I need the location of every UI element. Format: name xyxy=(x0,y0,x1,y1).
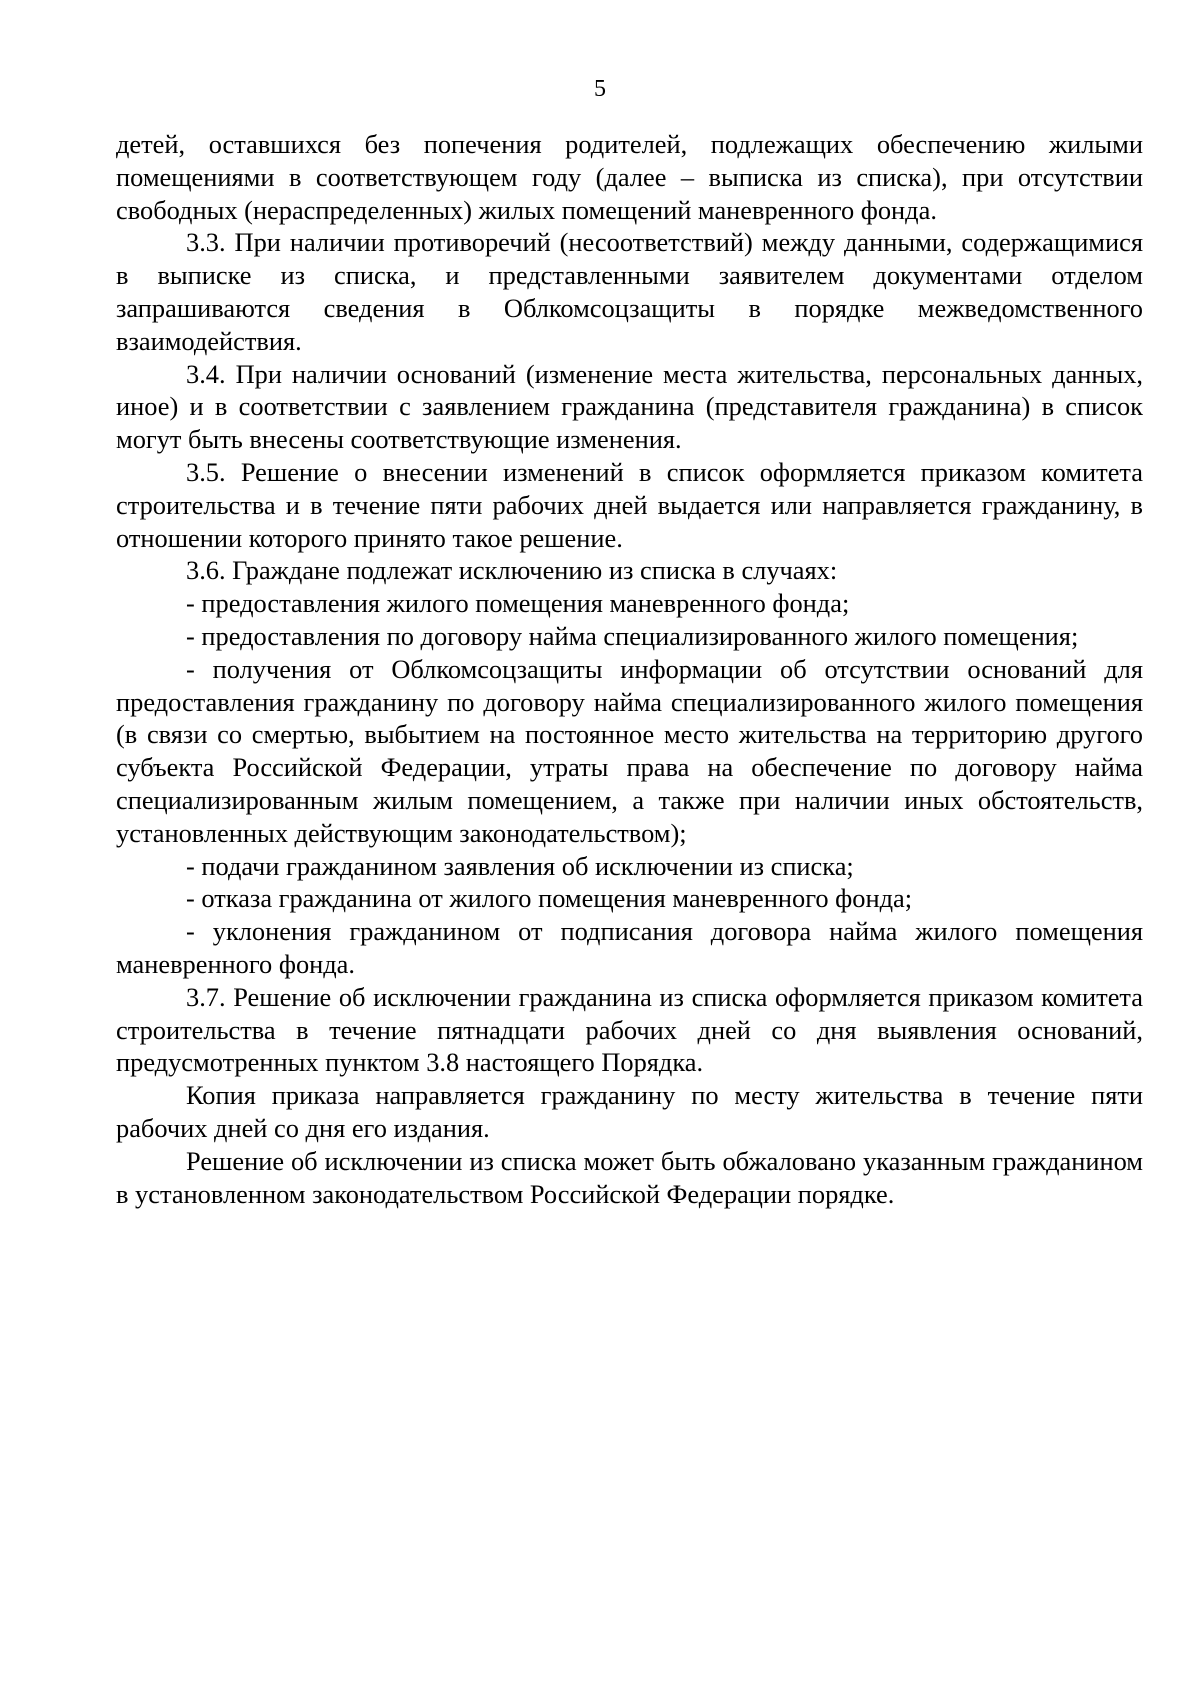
list-item: - предоставления по договору найма специализированного жилого помещения; xyxy=(186,620,1079,651)
list-item: - отказа гражданина от жилого помещения маневренного фонда; xyxy=(186,883,913,914)
list-item: - подачи гражданином заявления об исключении из списка; xyxy=(186,850,854,881)
paragraph-order-copy: Копия приказа направляется гражданину по месту жительства в течение пяти рабочих дней со дня его издания. xyxy=(116,1080,1143,1143)
paragraph-appeal: Решение об исключении из списка может быть обжаловано указанным гражданином в установленном законодательством Российской Федерации порядке. xyxy=(116,1145,1143,1209)
paragraph-3-6: 3.6. Граждане подлежат исключению из списка в случаях: xyxy=(186,555,838,586)
paragraph-continuation: детей, оставшихся без попечения родителей, подлежащих обеспечению жилыми помещениями в соответствующем году (далее – выписка из списка), при отсутствии свободных (нераспределенных) жилых помещений маневренного фонда. xyxy=(116,129,1143,225)
paragraph-3-3: 3.3. При наличии противоречий (несоответствий) между данными, содержащимися в выписке из списка, и представленными заявителем документами отделом запрашиваются сведения в Облкомсоцзащиты в порядке межведомственного взаимодействия. xyxy=(116,227,1143,356)
paragraph-3-7: 3.7. Решение об исключении гражданина из списка оформляется приказом комитета строительства в течение пятнадцати рабочих дней со дня выявления оснований, предусмотренных пунктом 3.8 настоящего Порядка. xyxy=(116,981,1143,1078)
paragraph-3-5: 3.5. Решение о внесении изменений в список оформляется приказом комитета строительства и в течение пяти рабочих дней выдается или направляется гражданину, в отношении которого принято такое решение. xyxy=(116,456,1143,553)
list-item: - уклонения гражданином от подписания договора найма жилого помещения маневренного фонда. xyxy=(116,916,1143,979)
page-number: 5 xyxy=(594,76,606,102)
list-item: - получения от Облкомсоцзащиты информации об отсутствии оснований для предоставления гражданину по договору найма специализированного жилого помещения (в связи со смертью, выбытием на постоянное место жительства на территорию другого субъекта Российской Федерации, утраты права на обеспечение по договору найма специализированным жилым помещением, а также при наличии иных обстоятельств, установленных действующим законодательством); xyxy=(116,653,1143,848)
list-item: - предоставления жилого помещения маневренного фонда; xyxy=(186,588,850,619)
document-body xyxy=(116,128,1143,1210)
paragraph-3-4: 3.4. При наличии оснований (изменение места жительства, персональных данных, иное) и в соответствии с заявлением гражданина (представителя гражданина) в список могут быть внесены соответствующие изменения. xyxy=(116,358,1143,455)
